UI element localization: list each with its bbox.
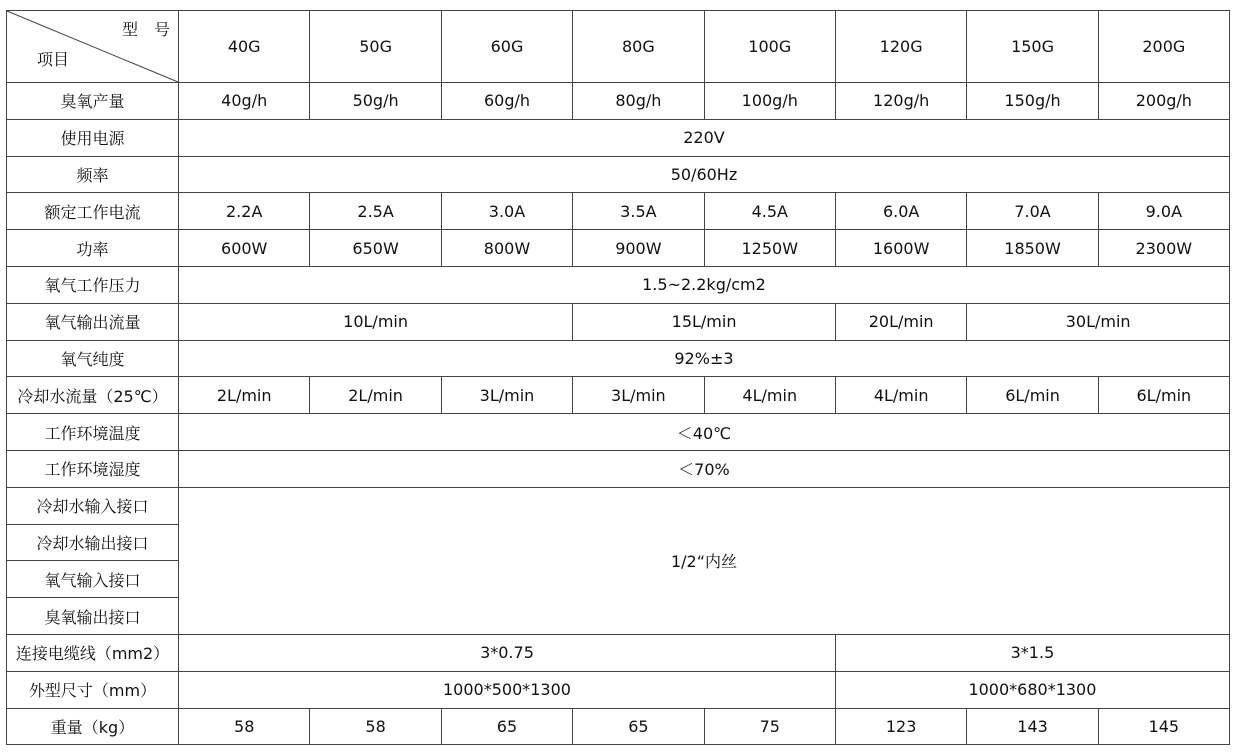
value-cell: 50/60Hz [179,156,1230,193]
value-cell: 7.0A [967,193,1098,230]
value-cell: 6.0A [835,193,966,230]
table-row [7,83,1230,120]
value-cell: 15L/min [573,303,836,340]
value-cell: 6L/min [1098,377,1229,414]
header-row [7,11,1230,83]
value-cell: 2L/min [179,377,310,414]
value-cell: 3.0A [441,193,572,230]
header-corner-cell [7,11,186,83]
spec-table [6,10,1230,745]
model-header-cell: 200G [1098,11,1229,83]
table-row [7,377,1230,414]
row-label: 使用电源 [7,119,179,156]
model-header-cell: 150G [967,11,1098,83]
row-label: 冷却水输出接口 [7,524,179,561]
item-header-label: 项目 [37,50,70,69]
value-cell: 4L/min [835,377,966,414]
value-cell: 145 [1098,708,1229,745]
table-row [7,266,1230,303]
table-row [7,414,1230,451]
value-cell: 6L/min [967,377,1098,414]
value-cell: 65 [573,708,704,745]
value-cell: 2.5A [310,193,441,230]
value-cell: 1600W [835,230,966,267]
value-cell: ＜40℃ [179,414,1230,451]
row-label: 频率 [7,156,179,193]
table-row [7,634,1230,671]
row-label: 工作环境湿度 [7,450,179,487]
row-label: 外型尺寸（mm） [7,671,179,708]
value-cell: 120g/h [835,83,966,120]
row-label: 氧气工作压力 [7,266,179,303]
table-row [7,303,1230,340]
value-cell: 1.5~2.2kg/cm2 [179,266,1230,303]
value-cell: 40g/h [179,83,310,120]
value-cell: 4L/min [704,377,835,414]
value-cell: 75 [704,708,835,745]
value-cell: 600W [179,230,310,267]
value-cell: 123 [835,708,966,745]
value-cell: 200g/h [1098,83,1229,120]
model-header-cell: 80G [573,11,704,83]
value-cell: 30L/min [967,303,1230,340]
table-row [7,119,1230,156]
value-cell: 2.2A [179,193,310,230]
value-cell: 1000*500*1300 [179,671,836,708]
value-cell: 9.0A [1098,193,1229,230]
value-cell: 65 [441,708,572,745]
value-cell: 92%±3 [179,340,1230,377]
value-cell: 20L/min [835,303,966,340]
model-header-label: 型号 [121,20,186,39]
model-header-cell: 60G [441,11,572,83]
value-cell: ＜70% [179,450,1230,487]
row-label: 工作环境温度 [7,414,179,451]
value-cell: 80g/h [573,83,704,120]
row-label: 额定工作电流 [7,193,179,230]
row-label: 冷却水输入接口 [7,487,179,524]
value-cell: 50g/h [310,83,441,120]
table-row [7,156,1230,193]
value-cell: 60g/h [441,83,572,120]
value-cell: 3*0.75 [179,634,836,671]
value-cell: 650W [310,230,441,267]
table-row [7,450,1230,487]
value-cell: 800W [441,230,572,267]
row-label: 冷却水流量（25℃） [7,377,179,414]
value-cell: 10L/min [179,303,573,340]
value-cell: 3L/min [573,377,704,414]
table-row [7,671,1230,708]
value-cell: 2300W [1098,230,1229,267]
value-cell: 3.5A [573,193,704,230]
row-label: 连接电缆线（mm2） [7,634,179,671]
row-label: 臭氧输出接口 [7,598,179,635]
table-row [7,340,1230,377]
model-header-cell: 100G [704,11,835,83]
model-header-cell: 40G [179,11,310,83]
value-cell: 3L/min [441,377,572,414]
table-row [7,193,1230,230]
value-cell: 58 [310,708,441,745]
value-cell: 1250W [704,230,835,267]
table-row [7,487,1230,524]
value-cell: 900W [573,230,704,267]
model-header-cell: 50G [310,11,441,83]
value-cell: 150g/h [967,83,1098,120]
value-cell: 1/2“内丝 [179,487,1230,634]
row-label: 氧气输出流量 [7,303,179,340]
model-header-cell: 120G [835,11,966,83]
row-label: 氧气纯度 [7,340,179,377]
value-cell: 3*1.5 [835,634,1229,671]
row-label: 重量（kg） [7,708,179,745]
value-cell: 1850W [967,230,1098,267]
value-cell: 143 [967,708,1098,745]
row-label: 臭氧产量 [7,83,179,120]
value-cell: 4.5A [704,193,835,230]
value-cell: 100g/h [704,83,835,120]
table-row [7,230,1230,267]
value-cell: 220V [179,119,1230,156]
table-row [7,708,1230,745]
row-label: 功率 [7,230,179,267]
value-cell: 2L/min [310,377,441,414]
value-cell: 1000*680*1300 [835,671,1229,708]
row-label: 氧气输入接口 [7,561,179,598]
value-cell: 58 [179,708,310,745]
